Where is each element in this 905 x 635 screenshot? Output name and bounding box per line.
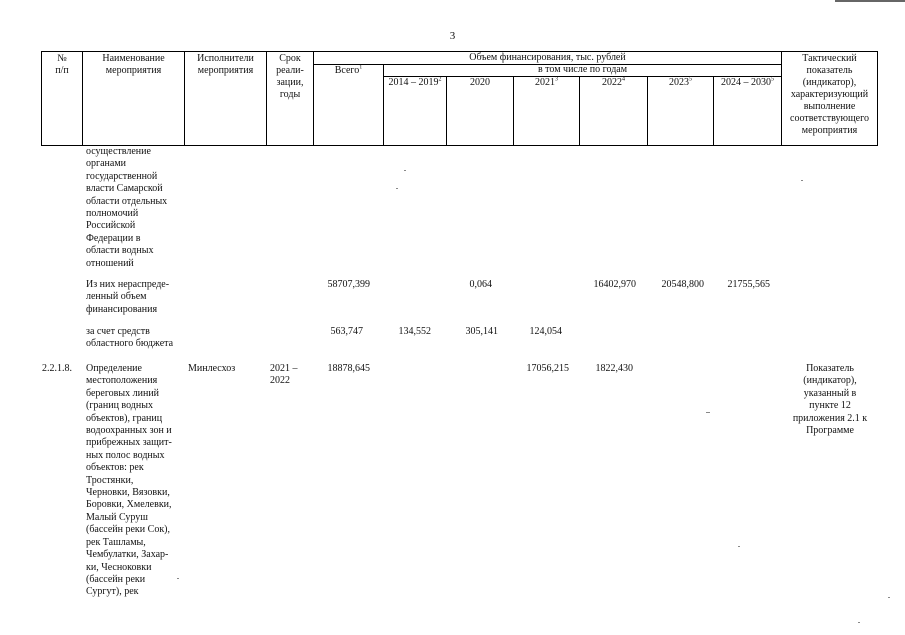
- row2-name: Из них нераспреде- ленный объем финансирования: [86, 279, 170, 315]
- scan-speck: [404, 170, 406, 171]
- row4-term: 2021 – 2022: [270, 363, 298, 387]
- row4-indicator: Показатель (индикатор), указанный в пункте 12 приложения 2.1 к Программе: [792, 363, 868, 437]
- row2-2020: 0,064: [469, 279, 492, 290]
- row1-name: осуществление органами государственной власти Самарской области отдельных полномочий Российской Федерации в области водных отношений: [86, 146, 168, 269]
- row4-number: 2.2.1.8.: [42, 363, 72, 374]
- header-2024-2030: 2024 – 2030$^5$: [721, 76, 774, 88]
- header-term: Срок реали- зации, годы: [276, 53, 304, 100]
- scan-speck: [706, 412, 710, 413]
- header-total: Всего$^1$: [334, 64, 363, 76]
- scan-speck: [801, 180, 803, 181]
- header-name: Наименование мероприятия: [102, 53, 165, 76]
- row3-2021: 124,054: [529, 326, 562, 337]
- row2-2023: 20548,800: [661, 279, 704, 290]
- row2-2022: 16402,970: [593, 279, 636, 290]
- header-2023: 2023$^5$: [669, 76, 692, 88]
- page-number: 3: [449, 30, 456, 42]
- scan-speck: [177, 578, 179, 579]
- header-by-years: в том числе по годам: [537, 64, 628, 75]
- header-2021: 2021$^3$: [535, 76, 558, 88]
- scan-speck: [396, 188, 398, 189]
- header-2014-2019: 2014 – 2019$^2$: [388, 76, 442, 88]
- top-corner-rule: [835, 0, 905, 2]
- row4-total: 18878,645: [327, 363, 370, 374]
- scan-speck: [858, 622, 860, 623]
- row3-name: за счет средств областного бюджета: [86, 326, 174, 350]
- header-2022: 2022$^4$: [602, 76, 625, 88]
- row4-2021: 17056,215: [526, 363, 569, 374]
- scan-speck: [738, 546, 740, 547]
- row4-name: Определение местоположения береговых линий (границ водных объектов), границ водоохранных зон и прибрежных защит- ных полос водных объектов: рек Тростянки, Черновки, Вязовки, Боровки, Хмелевки, Малый Суруш (бассейн реки Сок), рек Ташламы, Чембулатки, Захар- ки, Чесноковки (бассейн реки Сургут), рек: [86, 363, 172, 598]
- header-funding: Объем финансирования, тыс. рублей: [469, 52, 626, 63]
- header-executors: Исполнители мероприятия: [197, 53, 254, 76]
- row3-2014-2019: 134,552: [398, 326, 431, 337]
- row3-2020: 305,141: [465, 326, 498, 337]
- row3-total: 563,747: [330, 326, 363, 337]
- row4-executor: Минлесхоз: [188, 363, 236, 374]
- table-header: [41, 51, 878, 146]
- row2-2024-2030: 21755,565: [727, 279, 770, 290]
- header-2020: 2020: [470, 77, 490, 88]
- scan-speck: [888, 597, 890, 598]
- header-number: № п/п: [55, 53, 69, 76]
- row4-2022: 1822,430: [595, 363, 633, 374]
- row2-total: 58707,399: [327, 279, 370, 290]
- header-indicator: Тактический показатель (индикатор), характеризующий выполнение соответствующего мероприятия: [790, 53, 869, 136]
